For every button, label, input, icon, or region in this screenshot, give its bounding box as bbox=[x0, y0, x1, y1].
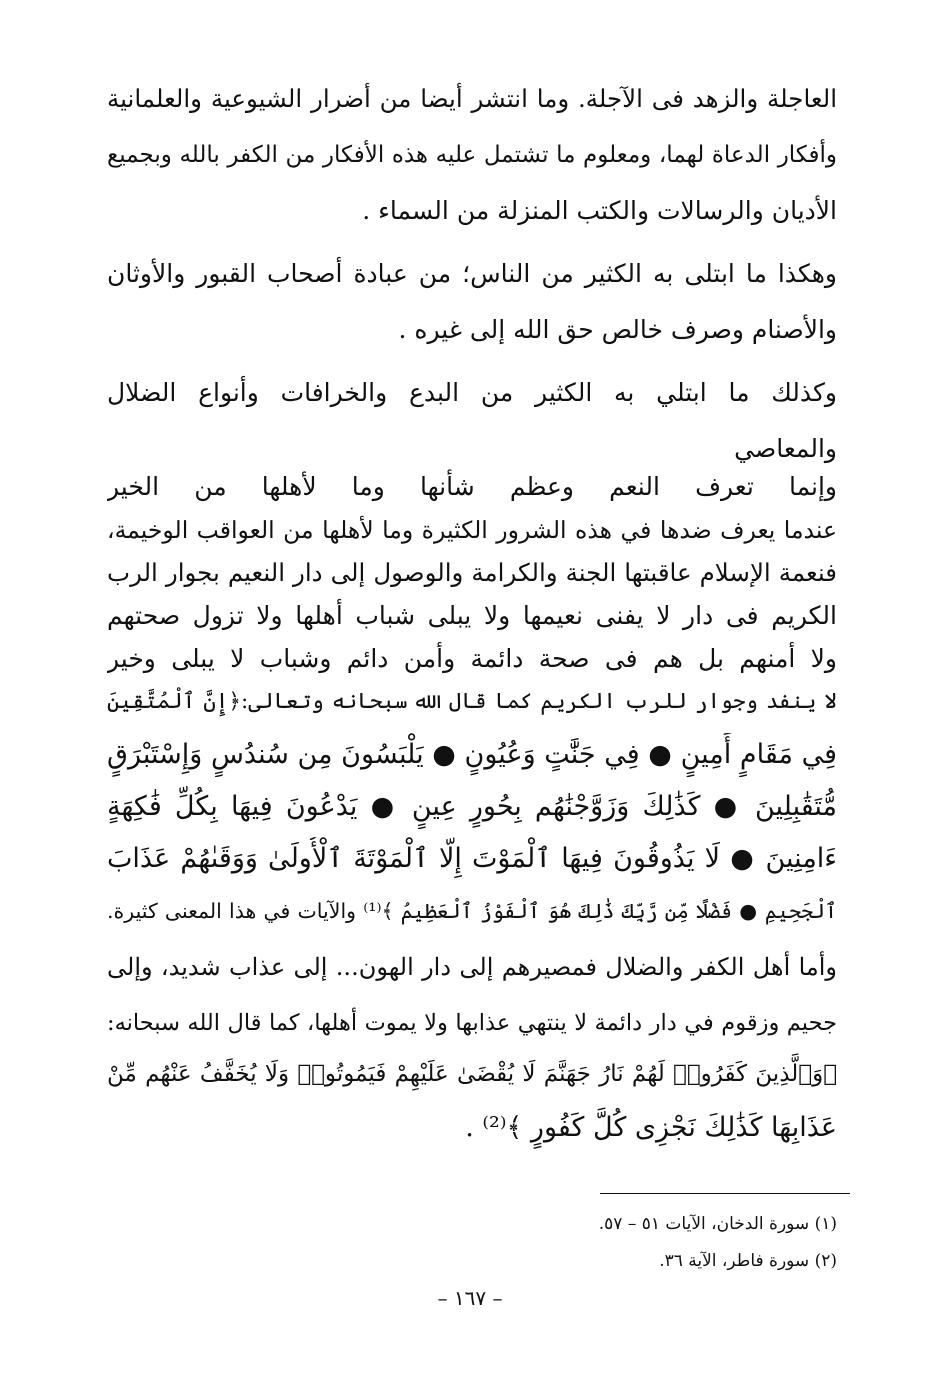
text-line: عندما يعرف ضدها في هذه الشرور الكثيرة وما لأهلها من العواقب الوخيمة، bbox=[107, 516, 837, 544]
quran-verse-line: ﴿وَٱلَّذِينَ كَفَرُوا۟ لَهُمْ نَارُ جَهَنَّمَ لَا يُقْضَىٰ عَلَيْهِمْ فَيَمُوتُوا۟ وَلَا يُخَفَّفُ عَنْهُم مِّنْ bbox=[107, 1061, 837, 1087]
footnote: (٢) سورة فاطر، الآية ٣٦. bbox=[659, 1251, 837, 1271]
text-line: ولا أمنهم بل هم فى صحة دائمة وأمن دائم وشباب لا يبلى وخير bbox=[107, 644, 837, 673]
text-line: جحيم وزقوم في دار دائمة لا ينتهي عذابها ولا يموت أهلها، كما قال الله سبحانه: bbox=[107, 1010, 837, 1036]
text-line: الكريم فى دار لا يفنى نعيمها ولا يبلى شباب أهلها ولا تزول صحتهم bbox=[107, 601, 837, 630]
quran-verse-line: ءَامِنِينَ ● لَا يَذُوقُونَ فِيهَا ٱلْمَوْتَ إِلَّا ٱلْمَوْتَةَ ٱلْأُولَىٰ وَوَقَىٰهُمْ عَذَابَ bbox=[107, 843, 837, 874]
page-number: – ١٦٧ – bbox=[437, 1286, 503, 1310]
text-line: وكذلك ما ابتلي به الكثير من البدع والخرافات وأنواع الضلال bbox=[107, 378, 837, 407]
quran-verse-line: ٱلْجَحِيمِ ● فَضْلًا مِّن رَّبِّكَ ذَٰلِكَ هُوَ ٱلْفَوْزُ ٱلْعَظِيمُ ﴾⁽¹⁾ والآيات في هذا المعنى كثيرة. bbox=[107, 899, 837, 923]
footnote: (١) سورة الدخان، الآيات ٥١ – ٥٧. bbox=[598, 1214, 837, 1234]
text-line: وإنما تعرف النعم وعظم شأنها وما لأهلها من الخير bbox=[107, 472, 837, 501]
text-line: الأديان والرسالات والكتب المنزلة من السماء . bbox=[362, 196, 837, 225]
text-line: وأفكار الدعاة لهما، ومعلوم ما تشتمل عليه هذه الأفكار من الكفر بالله وبجميع bbox=[107, 142, 837, 168]
quran-verse-line: فِي مَقَامٍ أَمِينٍ ● فِي جَنَّٰتٍ وَعُيُونٍ ● يَلْبَسُونَ مِن سُندُسٍ وَإِسْتَبْرَقٍ bbox=[107, 739, 837, 770]
text-line: العاجلة والزهد فى الآجلة. وما انتشر أيضا من أضرار الشيوعية والعلمانية bbox=[107, 84, 837, 113]
text-line: وهكذا ما ابتلى به الكثير من الناس؛ من عبادة أصحاب القبور والأوثان bbox=[107, 259, 837, 288]
text-line: فنعمة الإسلام عاقبتها الجنة والكرامة والوصول إلى دار النعيم بجوار الرب bbox=[107, 558, 837, 587]
text-line: لا ينفد وجوار للرب الكريم كما قال الله سبحانه وتعالى:﴿إِنَّ ٱلْمُتَّقِينَ bbox=[107, 689, 837, 714]
text-line: وأما أهل الكفر والضلال فمصيرهم إلى دار الهون... إلى عذاب شديد، وإلى bbox=[107, 953, 837, 981]
text-line: والمعاصي bbox=[734, 434, 837, 463]
text-line: والأصنام وصرف خالص حق الله إلى غيره . bbox=[398, 315, 837, 344]
quran-verse-line: مُّتَقَٰبِلِينَ ● كَذَٰلِكَ وَزَوَّجْنَٰهُم بِحُورٍ عِينٍ ● يَدْعُونَ فِيهَا بِكُلِّ فَٰكِهَةٍ bbox=[107, 791, 837, 822]
footnote-separator bbox=[600, 1193, 850, 1194]
quran-verse-line: عَذَابِهَا كَذَٰلِكَ نَجْزِى كُلَّ كَفُورٍ ﴾⁽²⁾ . bbox=[465, 1112, 837, 1143]
